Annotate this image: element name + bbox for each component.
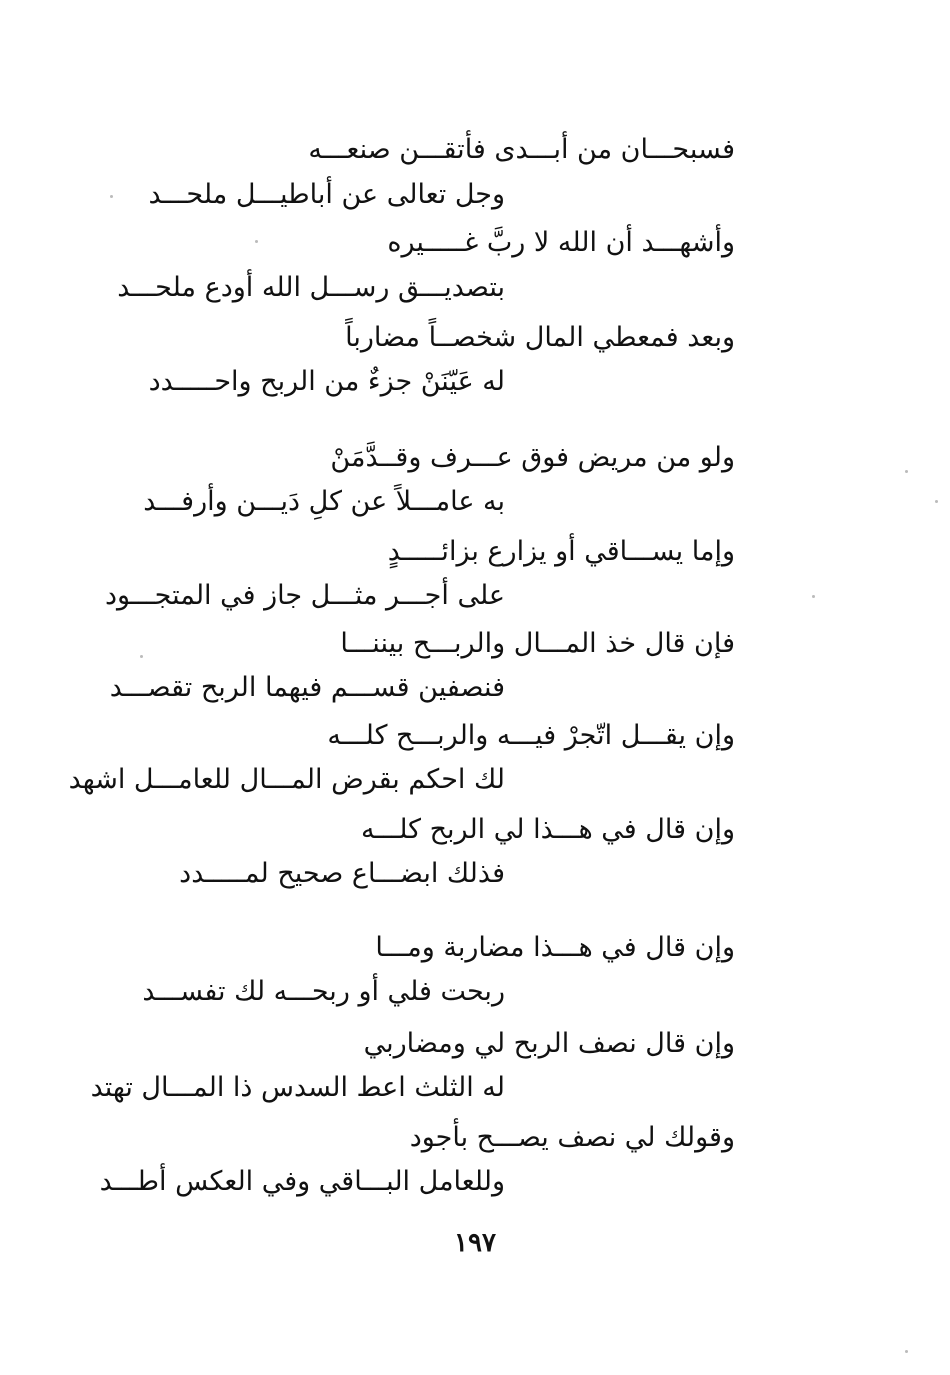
verse-11-second-hemistich: وللعامل البـــاقي وفي العكس أطـــد — [99, 1166, 505, 1197]
verse-5-first-hemistich: وإما يســـاقي أو يزارع بزائـــــدٍ — [387, 536, 735, 567]
verse-1-first-hemistich: فسبحـــان من أبـــدى فأتقـــن صنعـــه — [308, 134, 735, 165]
page-number: ١٩٧ — [454, 1228, 496, 1258]
scan-speck — [255, 240, 258, 243]
scan-speck — [140, 655, 143, 658]
verse-3-first-hemistich: وبعد فمعطي المال شخصــاً مضارباً — [345, 322, 735, 353]
verse-5-second-hemistich: على أجـــر مثـــل جاز في المتجـــود — [104, 580, 505, 611]
verse-4-first-hemistich: ولو من مريض فوق عـــرف وقــدَّمَنْ — [330, 442, 735, 473]
verse-2-first-hemistich: وأشهـــد أن الله لا ربَّ غـــــيره — [387, 227, 735, 258]
scan-speck — [935, 500, 938, 503]
scan-speck — [905, 1350, 908, 1353]
verse-1-second-hemistich: وجل تعالى عن أباطيـــل ملحـــد — [148, 179, 505, 210]
verse-7-first-hemistich: وإن يقـــل اتّجرْ فيـــه والربـــح كلـــه — [327, 720, 735, 751]
verse-6-first-hemistich: فإن قال خذ المـــال والربـــح بيننـــا — [340, 628, 735, 659]
scan-speck — [110, 195, 113, 198]
verse-8-first-hemistich: وإن قال في هـــذا لي الربح كلـــه — [361, 814, 735, 845]
scan-speck — [812, 595, 815, 598]
verse-9-second-hemistich: ربحت فلي أو ربحـــه لك تفســـد — [142, 976, 505, 1007]
verse-8-second-hemistich: فذلك ابضـــاع صحيح لمـــــدد — [179, 858, 505, 889]
verse-3-second-hemistich: له عَيّنَنْ جزءٌ من الربح واحـــــدد — [148, 366, 505, 397]
verse-9-first-hemistich: وإن قال في هـــذا مضاربة ومـــا — [375, 932, 735, 963]
verse-7-second-hemistich: لك احكم بقرض المـــال للعامـــل اشهد — [68, 764, 505, 795]
verse-11-first-hemistich: وقولك لي نصف يصـــح بأجود — [409, 1122, 735, 1153]
verse-10-second-hemistich: له الثلث اعط السدس ذا المـــال تهتد — [90, 1072, 505, 1103]
verse-6-second-hemistich: فنصفين قســـم فيهما الربح تقصـــد — [109, 672, 505, 703]
scan-speck — [905, 470, 908, 473]
verse-2-second-hemistich: بتصديـــق رســـل الله أودع ملحـــد — [117, 272, 505, 303]
verse-10-first-hemistich: وإن قال نصف الربح لي ومضاربي — [363, 1028, 735, 1059]
verse-4-second-hemistich: به عامـــلاً عن كلِ دَيـــن وأرفـــد — [143, 486, 505, 517]
